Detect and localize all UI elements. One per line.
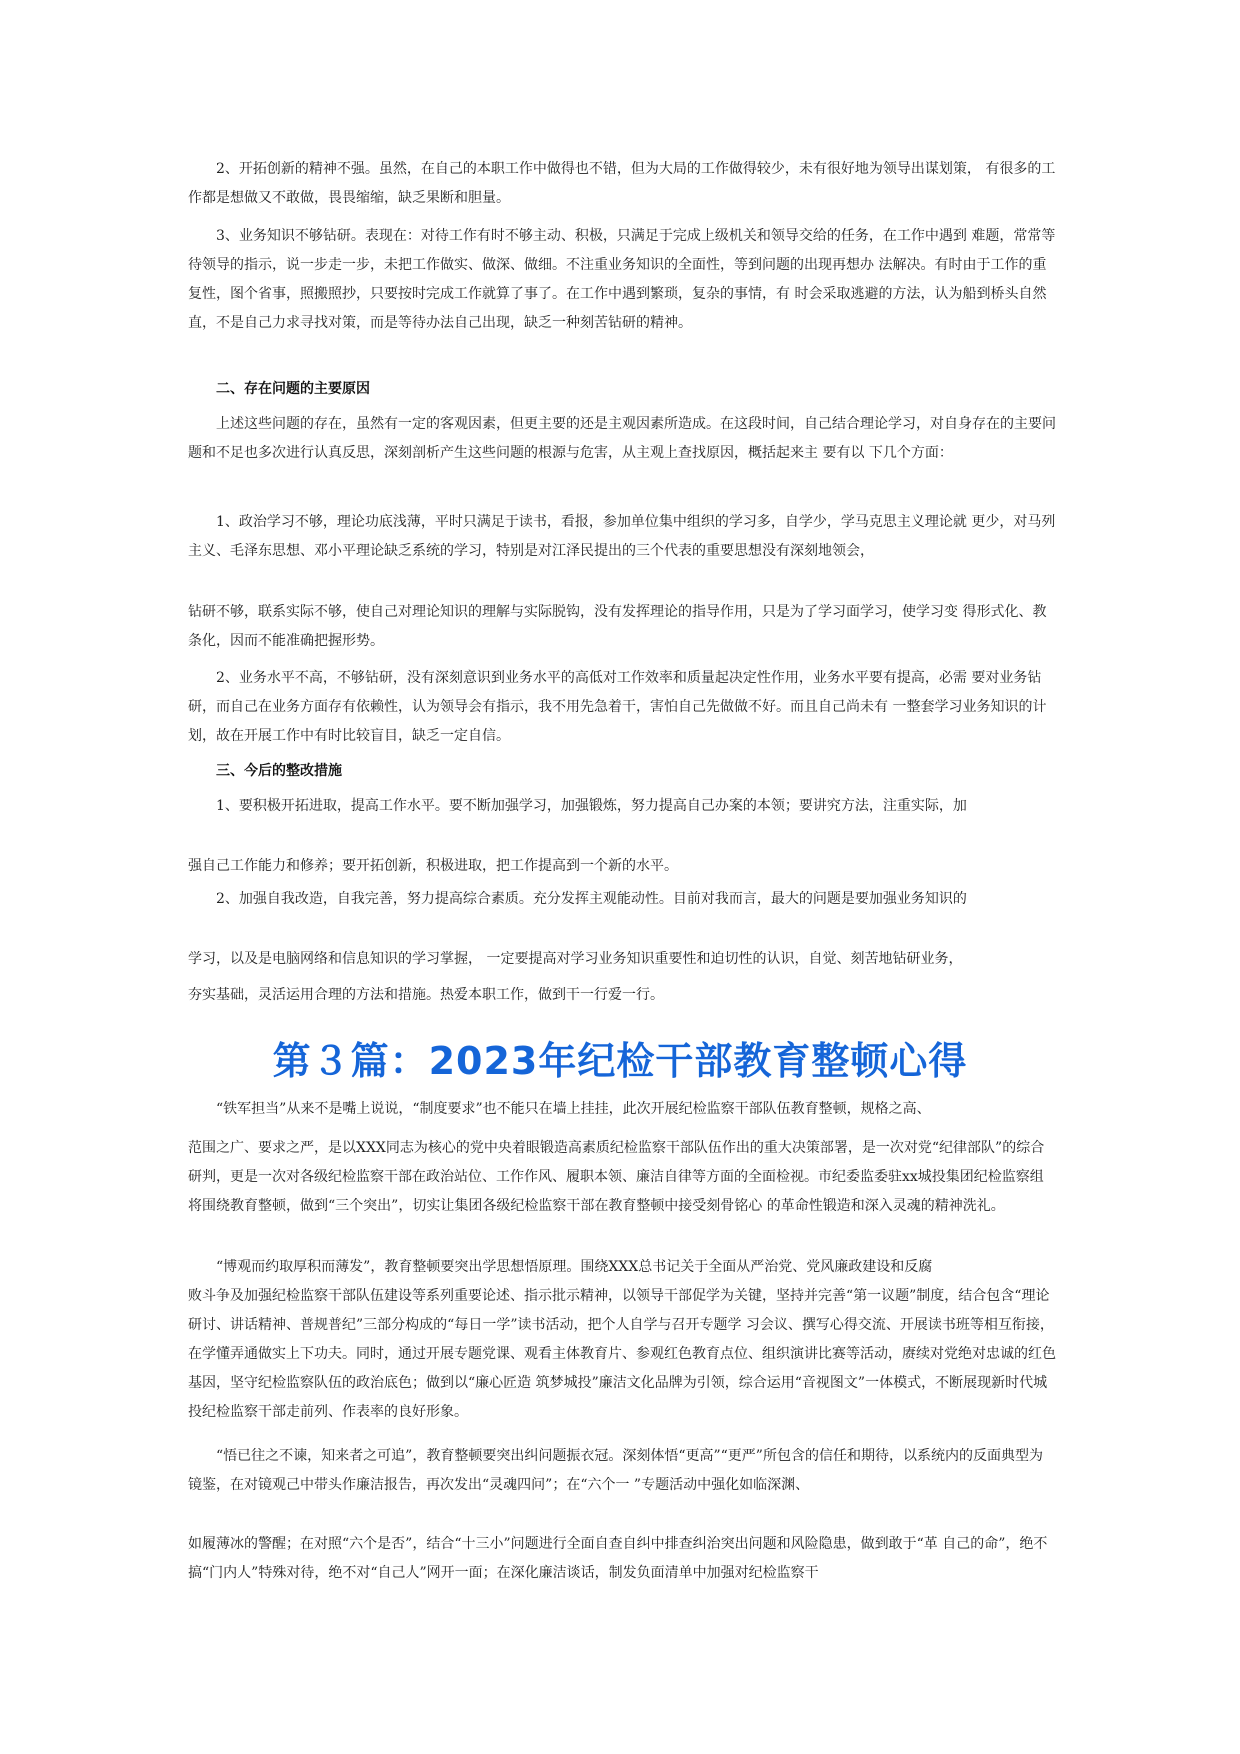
paragraph-business-level: 2、业务水平不高，不够钻研，没有深刻意识到业务水平的高低对工作效率和质量起决定性作用，业务水平要有提高，必需 要对业务钻研，而自己在业务方面存有依赖性，认为领导会有指示，我不用先急着干，害怕自己先做做不好。而且自己尚未有 一整套学习业务知识的计划，故在开展工作中有时比较盲目，缺乏一定自信。: [188, 670, 1047, 744]
paragraph-political-study-cont: 钻研不够，联系实际不够，使自己对理论知识的理解与实际脱钩，没有发挥理论的指导作用，只是为了学习面学习，使学习变 得形式化、教条化，因而不能准确把握形势。: [188, 604, 1047, 649]
paragraph-study-cont: 败斗争及加强纪检监察干部队伍建设等系列重要论述、指示批示精神，以领导干部促学为关键，坚持并完善“第一议题”制度，结合包含“理论研讨、讲话精神、普规普纪”三部分构成的“每日一学”读书活动，把个人自学与召开专题学 习会议、撰写心得交流、开展读书班等相互衔接，在学懂弄通做实上下功夫。同时，通过开展专题党课、观看主体教育片、参观红色教育点位、组织演讲比赛等活动，赓续对党绝对忠诚的红色基因，坚守纪检监察队伍的政治底色；做到以“廉心匠造 筑梦城投”廉洁文化品牌为引领，综合运用“音视图文”一体模式，不断展现新时代城投纪检监察干部走前列、作表率的良好形象。: [188, 1288, 1056, 1420]
section-heading-measures: 三、今后的整改措施: [216, 763, 342, 779]
paragraph-correction-cont: 如履薄冰的警醒；在对照“六个是否”，结合“十三小”问题进行全面自查自纠中排查纠治突出问题和风险隐患，做到敢于“革 自己的命”，绝不搞“门内人”特殊对待，绝不对“自己人”网开一面；在深化廉洁谈话，制发负面清单中加强对纪检监察干: [188, 1536, 1048, 1581]
paragraph-measure-1: 1、要积极开拓进取，提高工作水平。要不断加强学习，加强锻炼，努力提高自己办案的本领；要讲究方法，注重实际，加: [216, 798, 967, 814]
paragraph-measure-1-cont: 强自己工作能力和修养；要开拓创新，积极进取，把工作提高到一个新的水平。: [188, 858, 678, 874]
section-heading-causes: 二、存在问题的主要原因: [216, 381, 370, 397]
paragraph-business-knowledge: 3、业务知识不够钻研。表现在：对待工作有时不够主动、积极，只满足于完成上级机关和领导交给的任务，在工作中遇到 难题，常常等待领导的指示，说一步走一步，未把工作做实、做深、做细。不注重业务知识的全面性，等到问题的出现再想办 法解决。有时由于工作的重复性，图个省事，照搬照抄，只要按时完成工作就算了事了。在工作中遇到繁琐，复杂的事情，有 时会采取逃避的方法，认为船到桥头自然直，不是自己力求寻找对策，而是等待办法自己出现，缺乏一种刻苦钻研的精神。: [188, 228, 1056, 331]
paragraph-causes-intro: 上述这些问题的存在，虽然有一定的客观因素，但更主要的还是主观因素所造成。在这段时间，自己结合理论学习，对自身存在的主要问题和不足也多次进行认真反思，深刻剖析产生这些问题的根源与危害，从主观上查找原因，概括起来主 要有以 下几个方面：: [188, 416, 1056, 461]
paragraph-measure-2: 2、加强自我改造，自我完善，努力提高综合素质。充分发挥主观能动性。目前对我而言，最大的问题是要加强业务知识的: [216, 891, 967, 907]
paragraph-article-intro-cont: 范围之广、要求之严，是以XXX同志为核心的党中央着眼锻造高素质纪检监察干部队伍作出的重大决策部署，是一次对党“纪律部队”的综合研判，更是一次对各级纪检监察干部在政治站位、工作作风、履职本领、廉洁自律等方面的全面检视。市纪委监委驻xx城投集团纪检监察组将围绕教育整顿，做到“三个突出”，切实让集团各级纪检监察干部在教育整顿中接受刻骨铭心 的革命性锻造和深入灵魂的精神洗礼。: [188, 1140, 1045, 1214]
paragraph-political-study: 1、政治学习不够，理论功底浅薄，平时只满足于读书，看报，参加单位集中组织的学习多，自学少，学马克思主义理论就 更少，对马列主义、毛泽东思想、邓小平理论缺乏系统的学习，特别是对江泽民提出的三个代表的重要思想没有深刻地领会，: [188, 514, 1056, 559]
paragraph-correction: “悟已往之不谏，知来者之可追”，教育整顿要突出纠问题振衣冠。深刻体悟“更高”“更严”所包含的信任和期待，以系统内的反面典型为镜鉴，在对镜观己中带头作廉洁报告，再次发出“灵魂四问”；在“六个一 ”专题活动中强化如临深渊、: [188, 1448, 1043, 1493]
paragraph-innovation: 2、开拓创新的精神不强。虽然，在自己的本职工作中做得也不错，但为大局的工作做得较少，未有很好地为领导出谋划策， 有很多的工作都是想做又不敢做，畏畏缩缩，缺乏果断和胆量。: [188, 161, 1056, 206]
paragraph-study: “博观而约取厚积而薄发”，教育整顿要突出学思想悟原理。围绕XXX总书记关于全面从严治党、党风廉政建设和反腐: [216, 1259, 933, 1275]
article-title: 第３篇：2023年纪检干部教育整顿心得: [272, 1039, 968, 1083]
paragraph-article-intro: “铁军担当”从来不是嘴上说说，“制度要求”也不能只在墙上挂挂，此次开展纪检监察干部队伍教育整顿，规格之高、: [216, 1101, 931, 1117]
paragraph-measure-2-end: 夯实基础，灵活运用合理的方法和措施。热爱本职工作，做到干一行爱一行。: [188, 987, 664, 1003]
paragraph-measure-2-cont: 学习，以及是电脑网络和信息知识的学习掌握， 一定要提高对学习业务知识重要性和迫切性的认识，自觉、刻苦地钻研业务，: [188, 951, 963, 967]
